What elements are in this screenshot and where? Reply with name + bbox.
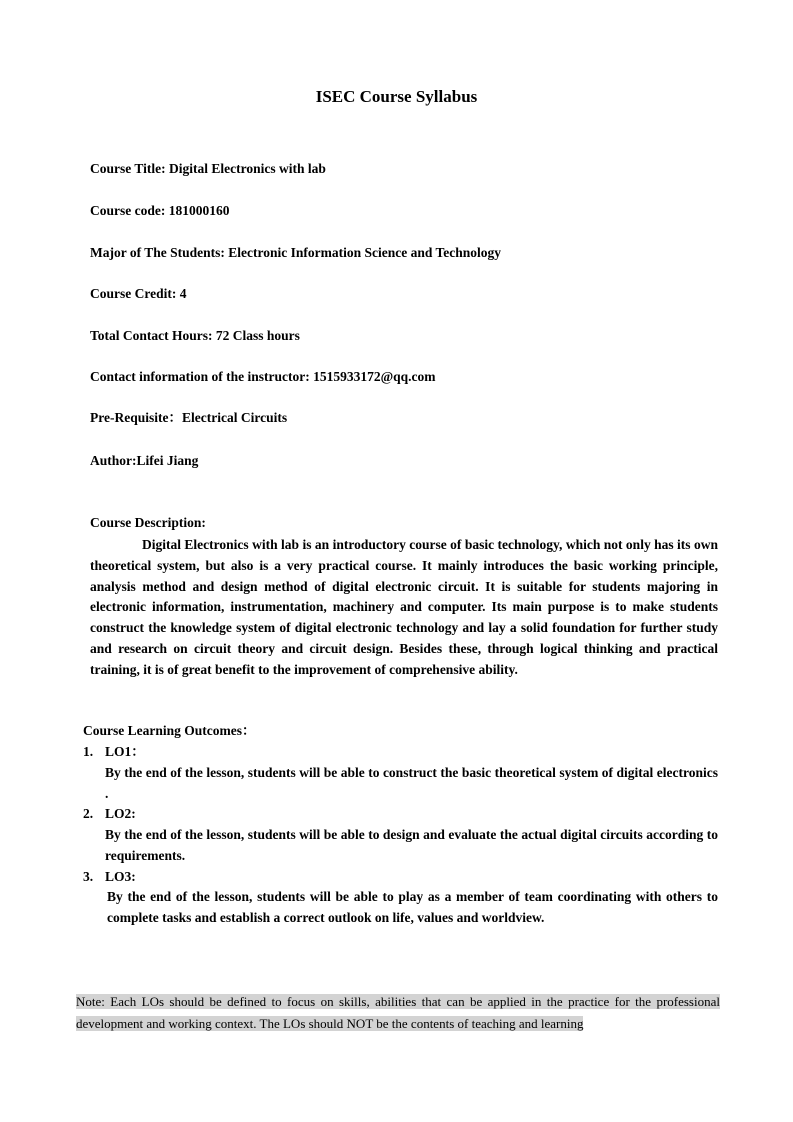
course-title-field: Course Title: Digital Electronics with lab: [90, 161, 326, 176]
outcome-number: 3.: [83, 869, 94, 884]
outcome-number: 1.: [83, 744, 94, 759]
outcome-number: 2.: [83, 806, 94, 821]
outcome-text: By the end of the lesson, students will be able to play as a member of team coordinating with others to complete tasks and establish a correct outlook on life, values and worldview.: [107, 889, 718, 925]
page-title: ISEC Course Syllabus: [315, 87, 478, 106]
course-code-field: Course code: 181000160: [90, 203, 230, 218]
major-field: Major of The Students: Electronic Information Science and Technology: [90, 245, 502, 260]
outcome-label: LO2:: [105, 806, 136, 821]
description-label: Course Description:: [90, 515, 206, 530]
note-text: [76, 991, 720, 1034]
contact-hours-field: Total Contact Hours: 72 Class hours: [90, 328, 300, 343]
contact-info-field: Contact information of the instructor: 1515933172@qq.com: [90, 369, 436, 384]
prerequisite-field: Pre-Requisite：Electrical Circuits: [90, 410, 288, 425]
outcome-text: By the end of the lesson, students will be able to design and evaluate the actual digital circuits according to requirements.: [105, 827, 718, 863]
author-field: Author:Lifei Jiang: [90, 453, 199, 468]
outcomes-heading: Course Learning Outcomes：: [83, 723, 256, 738]
note-highlight: Note: Each LOs should be defined to focus on skills, abilities that can be applied in the practice for the professional development and working context. The LOs should NOT be the contents of teaching and learning: [76, 994, 720, 1031]
outcome-label: LO1：: [105, 744, 145, 759]
description-body: Digital Electronics with lab is an introductory course of basic technology, which not only has its own theoretical system, but also is a very practical course. It mainly introduces the basic working principle, analysis method and design method of digital electronic circuit. It is suitable for students majoring in electronic information, instrumentation, machinery and computer. Its main purpose is to make students construct the knowledge system of digital electronic technology and lay a solid foundation for further study and research on circuit theory and circuit design. Besides these, through logical thinking and practical training, it is of great benefit to the improvement of comprehensive ability.: [90, 537, 718, 677]
course-credit-field: Course Credit: 4: [90, 286, 187, 301]
outcome-text: By the end of the lesson, students will be able to construct the basic theoretical system of digital electronics .: [105, 765, 718, 801]
outcome-label: LO3:: [105, 869, 136, 884]
